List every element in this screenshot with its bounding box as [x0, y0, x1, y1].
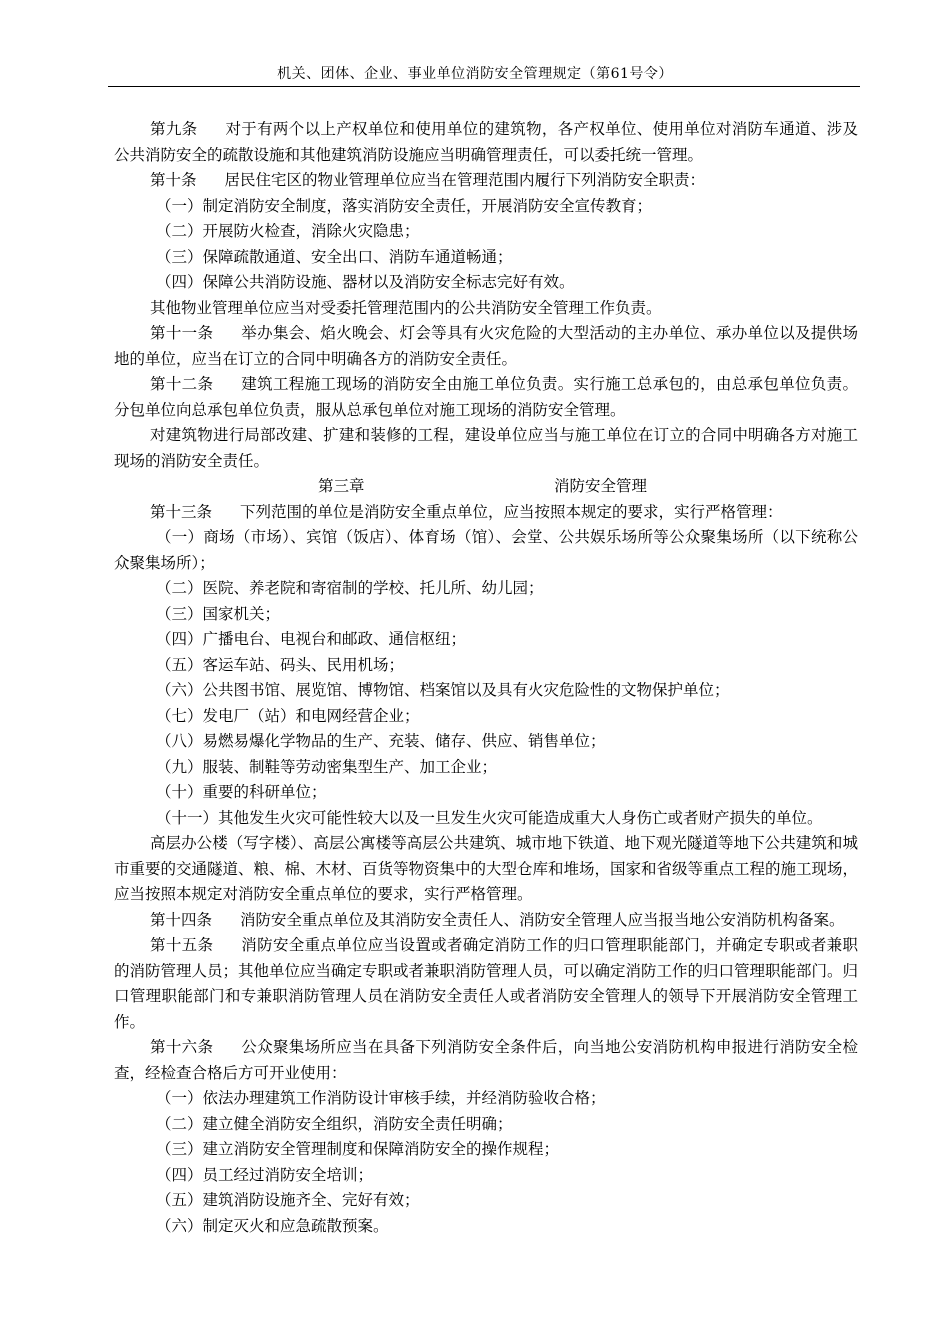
article-number: 第十三条: [150, 502, 213, 521]
article-text: 居民住宅区的物业管理单位应当在管理范围内履行下列消防安全职责：: [224, 171, 706, 189]
article-text: 消防安全重点单位及其消防安全责任人、消防安全管理人应当报当地公安消防机构备案。: [240, 910, 845, 929]
article-text: 下列范围的单位是消防安全重点单位，应当按照本规定的要求，实行严格管理：: [240, 502, 783, 521]
article-11: [114, 321, 858, 372]
article-text: 对于有两个以上产权单位和使用单位的建筑物，各产权单位、使用单位对消防车通道、涉及公共消防安全的疏散设施和其他建筑消防设施应当明确管理责任，可以委托统一管理。: [114, 120, 858, 164]
list-item: （十一）其他发生火灾可能性较大以及一旦发生火灾可能造成重大人身伤亡或者财产损失的单位。: [156, 808, 823, 827]
chapter-heading: [114, 474, 858, 500]
document-body: [114, 117, 858, 1239]
article-number: 第十四条: [150, 910, 213, 929]
list-item: （一）制定消防安全制度，落实消防安全责任，开展消防安全宣传教育；: [156, 196, 653, 215]
list-item: （四）保障公共消防设施、器材以及消防安全标志完好有效。: [156, 273, 575, 291]
article-text: 消防安全重点单位应当设置或者确定消防工作的归口管理职能部门，并确定专职或者兼职的消防管理人员；其他单位应当确定专职或者兼职消防管理人员，可以确定消防工作的归口管理职能部门。归口管理职能部门和专兼职消防管理人员在消防安全责任人或者消防安全管理人的领导下开展消防安全管理工作。: [114, 936, 859, 1031]
list-item: （七）发电厂（站）和电网经营企业；: [156, 706, 420, 725]
article-number: 第十六条: [150, 1038, 214, 1056]
article-number: 第十一条: [150, 324, 214, 342]
list-item: （二）医院、养老院和寄宿制的学校、托儿所、幼儿园；: [156, 579, 544, 597]
article-paragraph: 对建筑物进行局部改建、扩建和装修的工程，建设单位应当与施工单位在订立的合同中明确各方对施工现场的消防安全责任。: [114, 426, 858, 470]
list-item: （三）保障疏散通道、安全出口、消防车通道畅通；: [156, 247, 513, 266]
article-paragraph: 其他物业管理单位应当对受委托管理范围内的公共消防安全管理工作负责。: [150, 298, 662, 317]
list-item: （一）商场（市场）、宾馆（饭店）、体育场（馆）、会堂、公共娱乐场所等公众聚集场所（以下统称公众聚集场所）；: [114, 528, 858, 572]
article-13: [114, 500, 858, 526]
article-number: 第十二条: [150, 375, 214, 393]
list-item: （五）建筑消防设施齐全、完好有效；: [156, 1191, 420, 1209]
article-15: [114, 933, 858, 1035]
page-header-title: 机关、团体、企业、事业单位消防安全管理规定（第61号令）: [277, 66, 673, 82]
article-number: 第十五条: [150, 936, 214, 954]
article-9: [114, 117, 858, 168]
article-12: [114, 372, 858, 423]
article-text: 举办集会、焰火晚会、灯会等具有火灾危险的大型活动的主办单位、承办单位以及提供场地的单位，应当在订立的合同中明确各方的消防安全责任。: [114, 324, 858, 368]
list-item: （五）客运车站、码头、民用机场；: [156, 655, 405, 674]
header-divider: [108, 86, 860, 87]
article-text: 公众聚集场所应当在具备下列消防安全条件后，向当地公安消防机构申报进行消防安全检查，经检查合格后方可开业使用：: [114, 1038, 858, 1082]
list-item: （三）建立消防安全管理制度和保障消防安全的操作规程；: [156, 1140, 560, 1158]
list-item: （三）国家机关；: [156, 604, 281, 623]
chapter-title: 消防安全管理: [554, 477, 648, 495]
article-10: [114, 168, 858, 194]
list-item: （二）开展防火检查，消除火灾隐患；: [156, 222, 420, 240]
article-16: [114, 1035, 858, 1086]
list-item: （九）服装、制鞋等劳动密集型生产、加工企业；: [156, 757, 498, 776]
chapter-number: 第三章: [318, 477, 365, 495]
list-item: （四）广播电台、电视台和邮政、通信枢纽；: [156, 630, 467, 648]
list-item: （二）建立健全消防安全组织，消防安全责任明确；: [156, 1114, 513, 1133]
article-14: [114, 908, 858, 934]
list-item: （一）依法办理建筑工作消防设计审核手续，并经消防验收合格；: [156, 1089, 606, 1107]
list-item: （六）公共图书馆、展览馆、博物馆、档案馆以及具有火灾危险性的文物保护单位；: [156, 681, 730, 699]
list-item: （八）易燃易爆化学物品的生产、充装、储存、供应、销售单位；: [156, 732, 606, 750]
article-text: 建筑工程施工现场的消防安全由施工单位负责。实行施工总承包的，由总承包单位负责。分包单位向总承包单位负责，服从总承包单位对施工现场的消防安全管理。: [114, 375, 858, 419]
list-item: （四）员工经过消防安全培训；: [156, 1165, 374, 1184]
list-item: （六）制定灭火和应急疏散预案。: [156, 1216, 389, 1235]
list-item: （十）重要的科研单位；: [156, 783, 327, 801]
article-number: 第九条: [150, 120, 198, 138]
article-number: 第十条: [150, 171, 197, 189]
article-paragraph: 高层办公楼（写字楼）、高层公寓楼等高层公共建筑、城市地下铁道、地下观光隧道等地下公共建筑和城市重要的交通隧道、粮、棉、木材、百货等物资集中的大型仓库和堆场，国家和省级等重点工程的施工现场，应当按照本规定对消防安全重点单位的要求，实行严格管理。: [114, 834, 859, 903]
